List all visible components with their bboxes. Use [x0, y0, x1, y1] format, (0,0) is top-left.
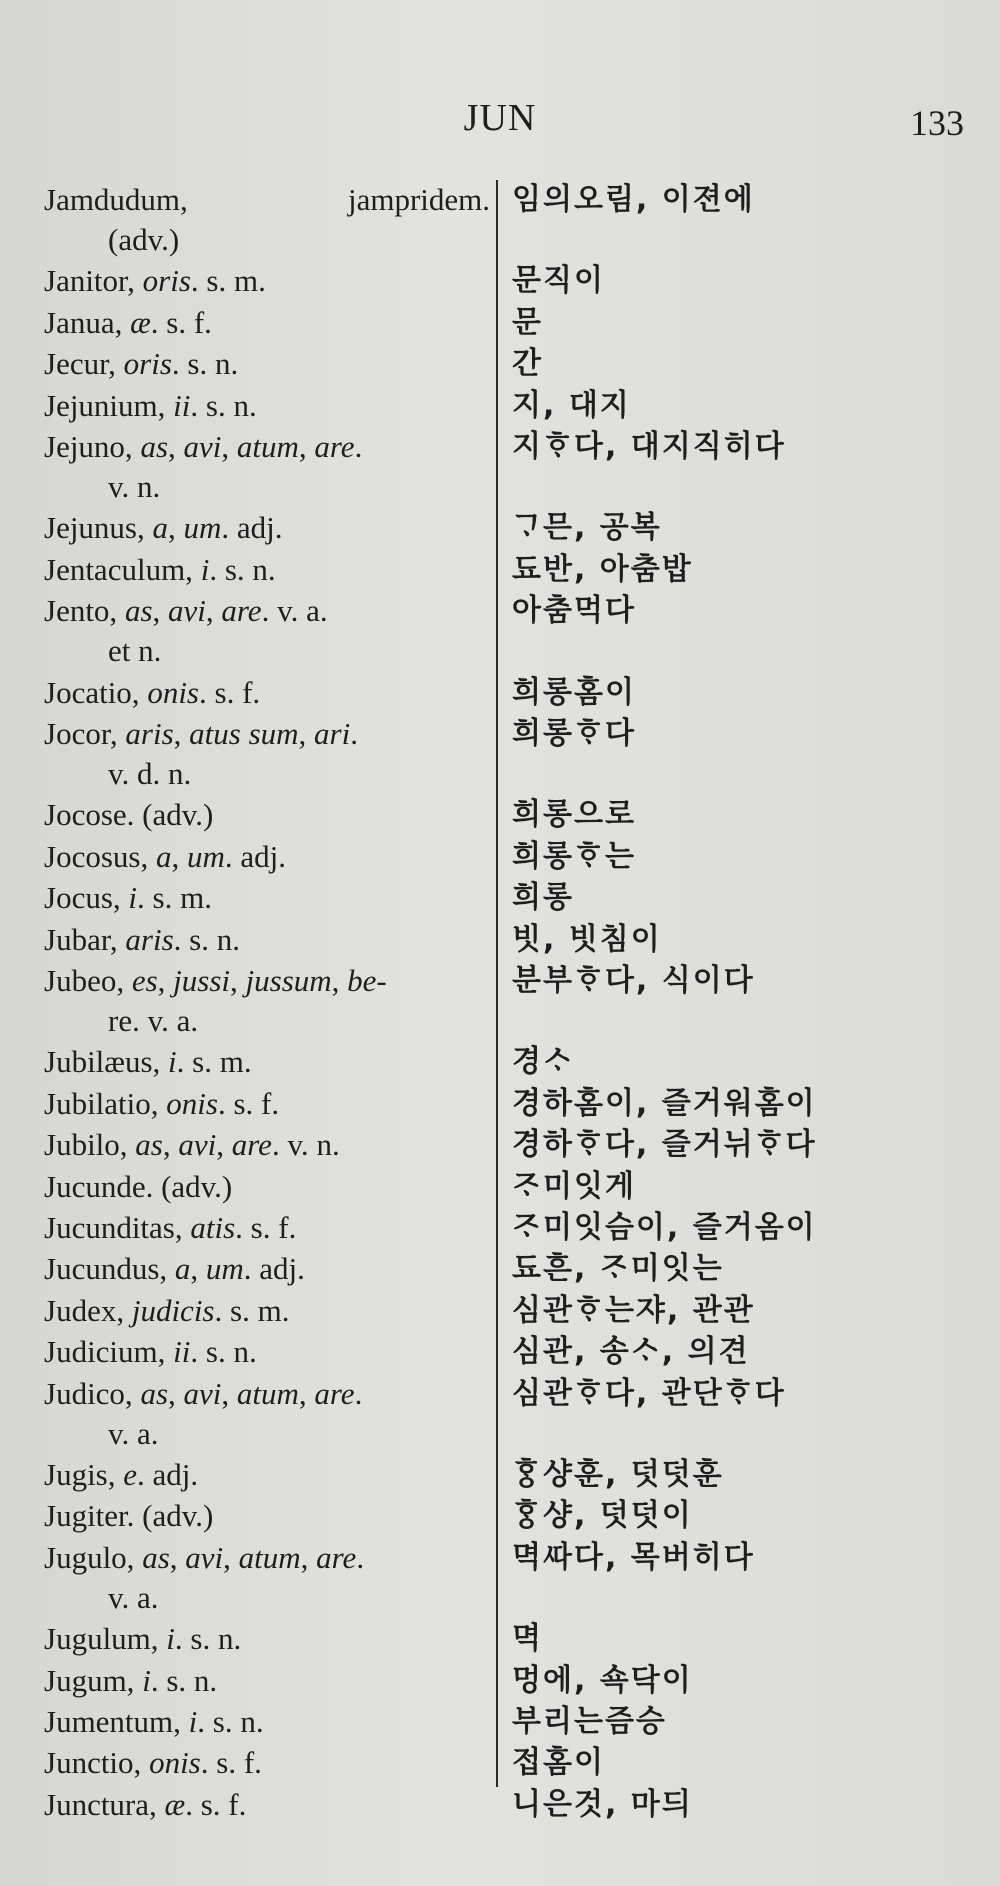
entry-korean: 분부ᄒᆞ다, 식이다 [512, 963, 755, 998]
entry-latin: Jucunditas, atis. s. f. [44, 1210, 297, 1245]
dictionary-entry [0, 1743, 1000, 1783]
entry-latin: Jejunium, ii. s. n. [44, 387, 257, 423]
entry-korean: 부리는즘승 [512, 1704, 667, 1739]
entry-latin: Jocatio, onis. s. f. [44, 674, 261, 710]
entry-korean: 희롱홈이 [512, 674, 636, 710]
entry-latin: Jugis, e. adj. [44, 1457, 199, 1492]
entry-latin: Jubilo, as, avi, are. v. n. [44, 1127, 340, 1163]
entry-latin: Jocor, aris, atus sum, ari. [44, 716, 358, 751]
entry-korean: 심관ᄒᆞ다, 관단ᄒᆞ다 [512, 1375, 786, 1411]
entry-latin: Jugulo, as, avi, atum, are. [44, 1539, 365, 1575]
dictionary-entry [0, 878, 1000, 918]
page-number: 133 [910, 103, 964, 143]
entry-korean: 아춤먹다 [512, 593, 636, 629]
dictionary-entry [0, 1455, 1000, 1495]
entry-latin: Jucundus, a, um. adj. [44, 1251, 305, 1287]
entry-korean: 경하홈이, 즐거워홈이 [512, 1085, 817, 1121]
entry-korean: ᄒᆞᆼ샹훈, 덧덧훈 [512, 1457, 724, 1492]
dictionary-entry [0, 1538, 1000, 1618]
entry-korean: 문직이 [512, 263, 605, 299]
entry-latin: Jocus, i. s. m. [44, 880, 212, 916]
entry-latin: Jugulum, i. s. n. [44, 1621, 242, 1657]
entry-latin: Jejuno, as, avi, atum, are. [44, 429, 363, 464]
entry-latin: Jubilæus, i. s. m. [44, 1044, 252, 1080]
dictionary-entry [0, 961, 1000, 1041]
entry-korean: 희롱ᄒᆞ다 [512, 716, 636, 751]
entry-latin: Jugiter. (adv.) [44, 1498, 214, 1534]
entry-korean: 심관ᄒᆞ는쟈, 관관 [512, 1292, 755, 1328]
entry-latin: Jocose. (adv.) [44, 797, 214, 833]
entry-latin: Judicium, ii. s. n. [44, 1334, 257, 1370]
dictionary-entry [0, 386, 1000, 426]
entry-korean: 임의오림, 이젼에 [512, 182, 755, 217]
dictionary-entry [0, 1208, 1000, 1248]
dictionary-entry [0, 344, 1000, 384]
entry-korean: 심관, 송ᄉᆞ, 의견 [512, 1334, 750, 1370]
entry-latin-cont: v. n. [108, 469, 161, 504]
dictionary-entry [0, 427, 1000, 507]
entry-korean: 됴반, 아춤밥 [512, 551, 693, 587]
entry-korean: 됴흔, ᄌᆞ미잇는 [512, 1251, 724, 1287]
entry-latin: Junctura, æ. s. f. [44, 1786, 247, 1822]
dictionary-entry [0, 508, 1000, 548]
entry-latin-cont: v. d. n. [108, 756, 192, 791]
entry-korean: 희롱으로 [512, 797, 636, 833]
dictionary-entry [0, 837, 1000, 877]
entry-korean: 니은것, 마듸 [512, 1786, 693, 1822]
dictionary-entry [0, 714, 1000, 794]
dictionary-entry [0, 1249, 1000, 1289]
entry-latin: Jugum, i. s. n. [44, 1662, 218, 1698]
entry-latin: Jocosus, a, um. adj. [44, 838, 286, 874]
entry-latin: Jumentum, i. s. n. [44, 1704, 264, 1739]
dictionary-entry [0, 795, 1000, 835]
dictionary-entry [0, 550, 1000, 590]
dictionary-entry [0, 1084, 1000, 1124]
entry-latin: Jento, as, avi, are. v. a. [44, 593, 328, 629]
dictionary-entry [0, 1702, 1000, 1742]
entry-latin: jampridem. [347, 182, 490, 217]
entry-korean: 멱ᄯᅡ다, 목버히다 [512, 1539, 755, 1575]
entry-latin: Janua, æ. s. f. [44, 304, 212, 340]
entry-korean: 멱 [512, 1621, 543, 1657]
entry-korean: 멍에, 쇽닥이 [512, 1662, 693, 1698]
entry-korean: ᄌᆞ미잇게 [512, 1168, 636, 1204]
dictionary-entry [0, 673, 1000, 713]
dictionary-entry [0, 180, 1000, 260]
entry-latin-cont: re. v. a. [108, 1003, 199, 1038]
dictionary-entry [0, 1785, 1000, 1825]
entry-latin-cont: v. a. [108, 1579, 159, 1615]
dictionary-entry [0, 261, 1000, 301]
entry-korean: 접홈이 [512, 1745, 605, 1781]
entry-latin: Junctio, onis. s. f. [44, 1745, 262, 1781]
entry-korean: 희롱 [512, 880, 574, 916]
entry-latin: Jubeo, es, jussi, jussum, be- [44, 963, 387, 998]
entry-korean: 희롱ᄒᆞ는 [512, 838, 636, 874]
entry-latin: Jejunus, a, um. adj. [44, 510, 283, 546]
entry-korean: 경하ᄒᆞ다, 즐거뉘ᄒᆞ다 [512, 1127, 817, 1163]
dictionary-entry [0, 1167, 1000, 1207]
entry-korean: 문 [512, 304, 543, 340]
entry-latin: Jamdudum, [44, 182, 188, 217]
dictionary-entry [0, 1125, 1000, 1165]
entry-latin-cont: et n. [108, 633, 162, 669]
entry-latin: Jucunde. (adv.) [44, 1168, 233, 1204]
entry-korean: ᄀᆞ믄, 공복 [512, 510, 662, 546]
entry-latin: Judico, as, avi, atum, are. [44, 1375, 363, 1411]
dictionary-entry [0, 920, 1000, 960]
entry-latin: Jentaculum, i. s. n. [44, 551, 276, 587]
dictionary-entry [0, 591, 1000, 671]
entry-latin: Jecur, oris. s. n. [44, 346, 239, 382]
dictionary-entry [0, 1496, 1000, 1536]
dictionary-entry [0, 303, 1000, 343]
entry-korean: 지ᄒᆞ다, 대지직히다 [512, 429, 786, 464]
entry-latin: Janitor, oris. s. m. [44, 263, 266, 299]
running-header: JUN [463, 97, 537, 139]
dictionary-entry [0, 1042, 1000, 1082]
dictionary-entry [0, 1374, 1000, 1454]
entry-korean: ᄒᆞᆼ샹, 덧덧이 [512, 1498, 693, 1534]
entry-korean: 간 [512, 346, 543, 382]
entry-korean: 경ᄉᆞ [512, 1044, 574, 1080]
entry-latin: Jubar, aris. s. n. [44, 921, 240, 957]
entry-latin-cont: v. a. [108, 1415, 159, 1451]
dictionary-entry [0, 1291, 1000, 1331]
dictionary-entry [0, 1661, 1000, 1701]
dictionary-entry [0, 1332, 1000, 1372]
entry-latin-cont: (adv.) [108, 222, 180, 257]
entry-latin: Jubilatio, onis. s. f. [44, 1085, 280, 1121]
entry-korean: ᄌᆞ미잇슴이, 즐거옴이 [512, 1210, 817, 1245]
entry-korean: 지, 대지 [512, 387, 631, 423]
dictionary-entry [0, 1619, 1000, 1659]
entry-latin: Judex, judicis. s. m. [44, 1292, 290, 1328]
entry-korean: 빗, 빗침이 [512, 921, 662, 957]
